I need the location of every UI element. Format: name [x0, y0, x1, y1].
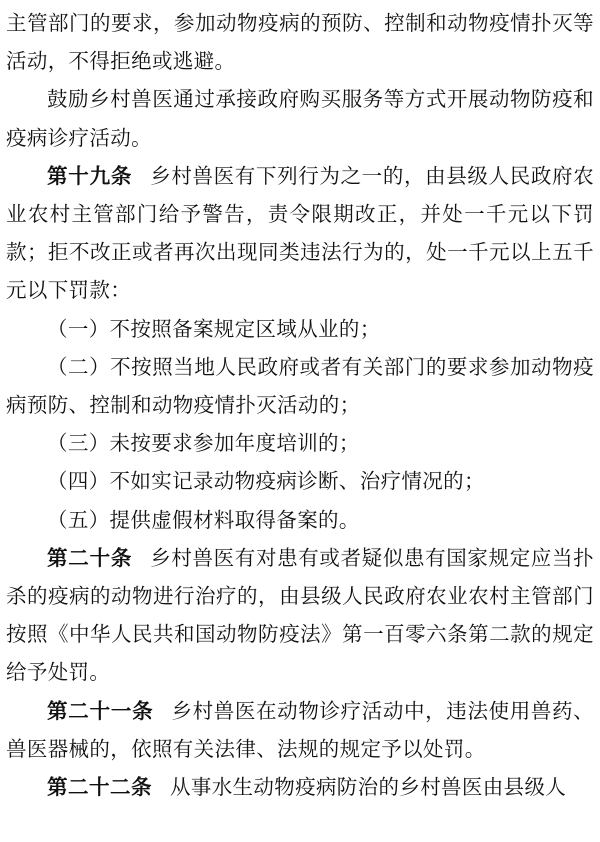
article-21-label: 第二十一条 [47, 698, 154, 723]
article-19-item-1: （一）不按照备案规定区域从业的； [47, 316, 381, 341]
article-19-text: 乡村兽医有下列行为之一的，由县级人民政府农业农村主管部门给予警告，责令限期改正，并处一千元以下罚款；拒不改正或者再次出现同类违法行为的，处一千元以上五千元以下罚款： [6, 163, 595, 303]
paragraph-encouragement: 鼓励乡村兽医通过承接政府购买服务等方式开展动物防疫和疫病诊疗活动。 [6, 87, 594, 150]
article-22-label: 第二十二条 [47, 775, 152, 800]
article-19 [6, 157, 594, 310]
paragraph-continuation: 主管部门的要求，参加动物疫病的预防、控制和动物疫情扑灭等活动，不得拒绝或逃避。 [6, 11, 594, 74]
article-21-text: 乡村兽医在动物诊疗活动中，违法使用兽药、兽医器械的，依照有关法律、法规的规定予以处罚。 [6, 698, 595, 761]
article-19-item-3: （三）未按要求参加年度培训的； [47, 431, 360, 456]
article-20-label: 第二十条 [47, 545, 133, 570]
article-20 [6, 539, 594, 692]
article-19-label: 第十九条 [47, 163, 133, 188]
article-20-text: 乡村兽医有对患有或者疑似患有国家规定应当扑杀的疫病的动物进行治疗的，由县级人民政府农业农村主管部门按照《中华人民共和国动物防疫法》第一百零六条第二款的规定给予处罚。 [6, 545, 595, 685]
article-22-text: 从事水生动物疫病防治的乡村兽医由县级人 [170, 775, 567, 800]
article-19-item-2: （二）不按照当地人民政府或者有关部门的要求参加动物疫病预防、控制和动物疫情扑灭活动的； [6, 354, 594, 418]
article-21 [6, 692, 594, 768]
article-19-item-4: （四）不如实记录动物疫病诊断、治疗情况的； [47, 469, 485, 494]
article-19-item-5: （五）提供虚假材料取得备案的。 [47, 507, 360, 532]
article-22 [6, 768, 594, 806]
